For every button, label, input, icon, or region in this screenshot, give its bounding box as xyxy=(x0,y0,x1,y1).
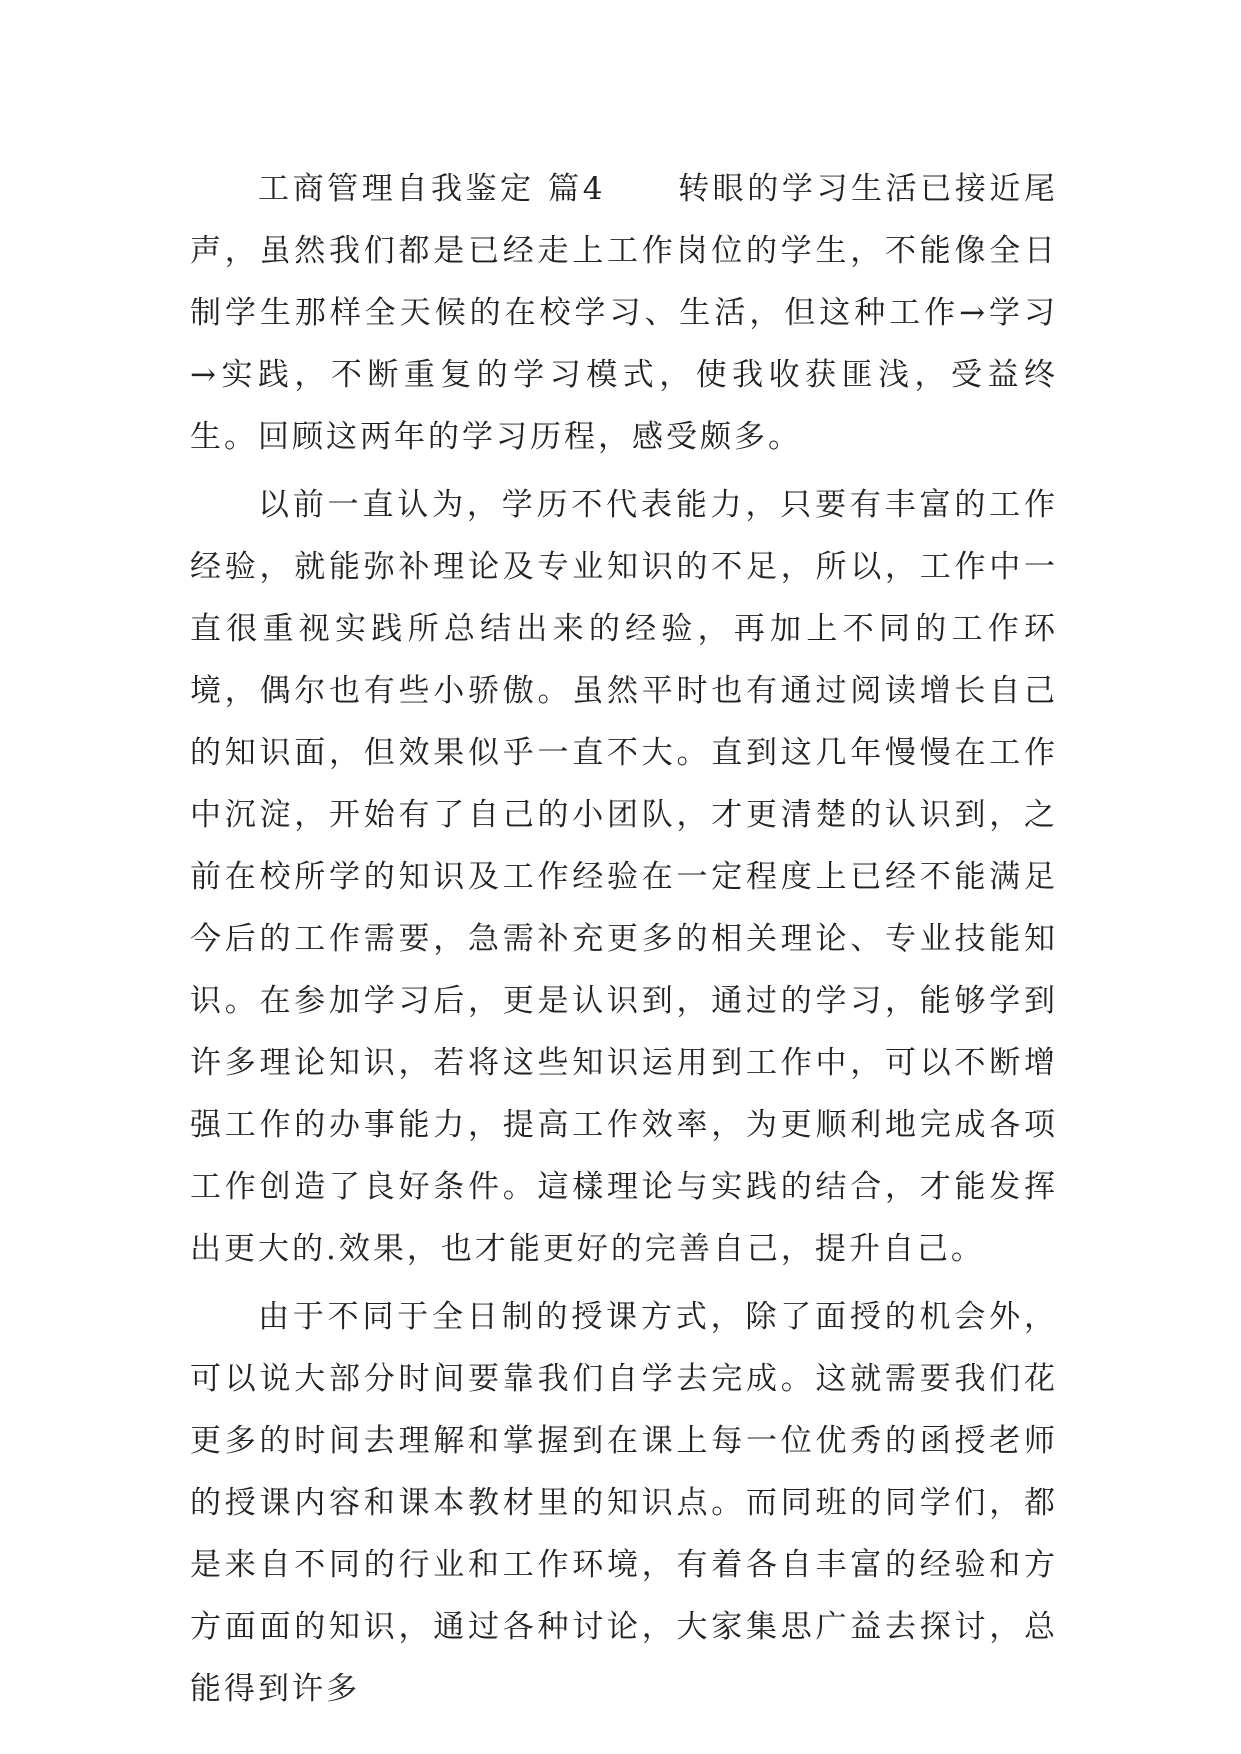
paragraph-2: 以前一直认为，学历不代表能力，只要有丰富的工作经验，就能弥补理论及专业知识的不足，所以，工作中一直很重视实践所总结出来的经验，再加上不同的工作环境，偶尔也有些小骄傲。虽然平时也有通过阅读增长自己的知识面，但效果似乎一直不大。直到这几年慢慢在工作中沉淀，开始有了自己的小团队，才更清楚的认识到，之前在校所学的知识及工作经验在一定程度上已经不能满足今后的工作需要，急需补充更多的相关理论、专业技能知识。在参加学习后，更是认识到，通过的学习，能够学到许多理论知识，若将这些知识运用到工作中，可以不断增强工作的办事能力，提高工作效率，为更顺利地完成各项工作创造了良好条件。這樣理论与实践的结合，才能发挥出更大的.效果，也才能更好的完善自己，提升自己。 xyxy=(190,487,1058,1267)
paragraph-1 xyxy=(190,158,1058,468)
document-title: 工商管理自我鉴定 篇4 xyxy=(258,171,606,207)
paragraph-1-text: 转眼的学习生活已接近尾声，虽然我们都是已经走上工作岗位的学生，不能像全日制学生那样全天候的在校学习、生活，但这种工作→学习→实践，不断重复的学习模式，使我收获匪浅，受益终生。回顾这两年的学习历程，感受颇多。 xyxy=(190,171,1059,455)
document-body xyxy=(190,158,1058,1726)
paragraph-3: 由于不同于全日制的授课方式，除了面授的机会外，可以说大部分时间要靠我们自学去完成。这就需要我们花更多的时间去理解和掌握到在课上每一位优秀的函授老师的授课内容和课本教材里的知识点。而同班的同学们，都是来自不同的行业和工作环境，有着各自丰富的经验和方方面面的知识，通过各种讨论，大家集思广益去探讨，总能得到许多 xyxy=(190,1299,1058,1707)
